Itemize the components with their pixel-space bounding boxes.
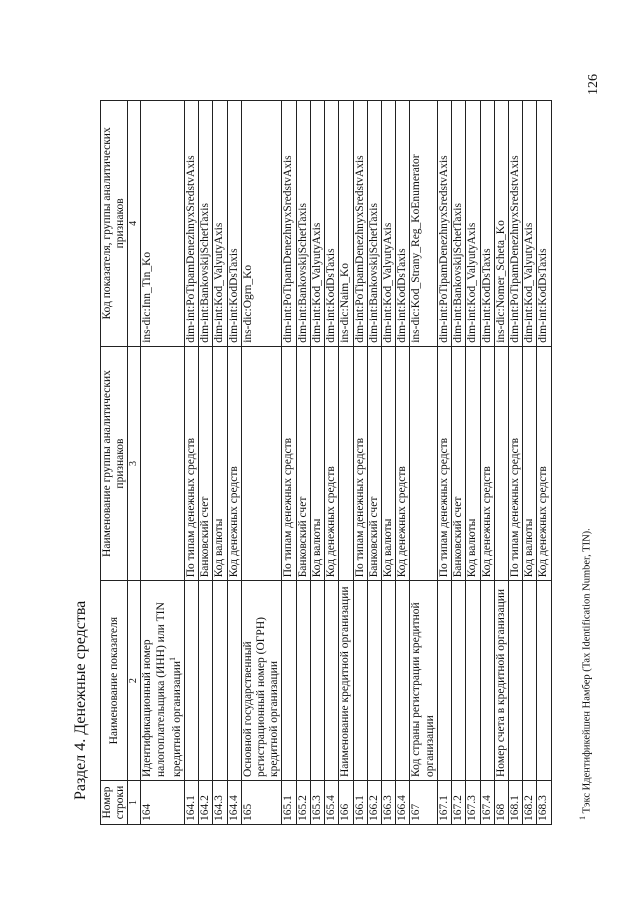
- code-cell: [227, 101, 241, 347]
- indicator-name-cell: [452, 581, 466, 781]
- table-row: [367, 101, 381, 825]
- group-name-cell-text: По типам денежных средств: [437, 437, 450, 578]
- code-cell: [199, 101, 213, 347]
- header-code: Код показателя, группы аналитических признаков: [101, 101, 128, 347]
- row-number-cell-text: 164.1: [184, 795, 197, 821]
- code-cell: [480, 101, 494, 347]
- row-number-cell-text: 165.1: [282, 795, 295, 821]
- code-cell-text: ins-dic:Naim_Ko: [339, 262, 352, 343]
- indicator-name-cell-text: Основной государственный регистрационный номер (ОГРН) кредитной организации: [241, 617, 281, 778]
- row-number-cell-text: 168: [494, 803, 507, 821]
- group-name-cell: [523, 346, 537, 581]
- table-row: [310, 101, 324, 825]
- indicator-name-cell-text: Номер счета в кредитной организации: [494, 588, 507, 778]
- group-name-cell-text: Банковский счет: [452, 496, 465, 578]
- row-number-cell: [184, 781, 198, 825]
- group-name-cell: [452, 346, 466, 581]
- table-row: [141, 101, 184, 825]
- row-number-cell-text: 165.4: [325, 795, 338, 821]
- row-number-cell: [494, 781, 508, 825]
- table-row: [199, 101, 213, 825]
- indicator-name-cell-text: Код страны регистрации кредитной организации: [410, 602, 436, 778]
- column-number: 2: [128, 581, 141, 781]
- table-header-row: [101, 101, 128, 825]
- indicator-name-cell: [396, 581, 410, 781]
- code-cell: [523, 101, 537, 347]
- code-cell-text: dim-int:Kod_ValyutyAxis: [466, 222, 479, 343]
- code-cell-text: dim-int:KodDsTaxis: [325, 248, 338, 343]
- code-cell-text: dim-int:KodDsTaxis: [480, 248, 493, 343]
- row-number-cell: [241, 781, 282, 825]
- row-number-cell: [508, 781, 522, 825]
- table-body: [141, 101, 551, 825]
- code-cell: [396, 101, 410, 347]
- row-number-cell: [381, 781, 395, 825]
- table-row: [466, 101, 480, 825]
- code-cell-text: dim-int:BankovskijSchetTaxis: [367, 203, 380, 343]
- group-name-cell-text: Код валюты: [523, 518, 536, 578]
- indicator-name-cell-text: Идентификационный номер налогоплательщика (ИНН) или TIN кредитной организации: [141, 602, 183, 778]
- row-number-cell-text: 166: [339, 803, 352, 821]
- code-cell: [184, 101, 198, 347]
- row-number-cell: [325, 781, 339, 825]
- row-number-cell: [353, 781, 367, 825]
- group-name-cell: [437, 346, 451, 581]
- table-row: [523, 101, 537, 825]
- group-name-cell: [537, 346, 551, 581]
- indicator-name-cell: [213, 581, 227, 781]
- code-cell: [537, 101, 551, 347]
- code-cell: [508, 101, 522, 347]
- group-name-cell: [367, 346, 381, 581]
- section-title: Раздел 4. Денежные средства: [72, 600, 89, 800]
- indicator-name-cell: [508, 581, 522, 781]
- row-number-cell-text: 166.1: [353, 795, 366, 821]
- indicator-name-cell: [353, 581, 367, 781]
- row-number-cell-text: 166.3: [381, 795, 394, 821]
- footnote-text: Тэкс Идентификейшен Намбер (Tax Identification Number, TIN).: [581, 528, 593, 814]
- code-cell: [339, 101, 353, 347]
- column-number: 1: [128, 781, 141, 825]
- code-cell: [296, 101, 310, 347]
- indicator-name-cell: [466, 581, 480, 781]
- row-number-cell: [537, 781, 551, 825]
- row-number-cell-text: 168.2: [523, 795, 536, 821]
- group-name-cell: [296, 346, 310, 581]
- indicator-name-cell: [523, 581, 537, 781]
- table-row: [452, 101, 466, 825]
- code-cell-text: dim-int:Kod_ValyutyAxis: [310, 222, 323, 343]
- group-name-cell: [184, 346, 198, 581]
- indicator-name-cell: [282, 581, 296, 781]
- row-number-cell: [213, 781, 227, 825]
- group-name-cell-text: Код денежных средств: [537, 466, 550, 578]
- code-cell: [141, 101, 184, 347]
- indicator-name-cell: [310, 581, 324, 781]
- group-name-cell: [396, 346, 410, 581]
- table-row: [508, 101, 522, 825]
- indicator-name-cell: [480, 581, 494, 781]
- code-cell-text: dim-int:PoTipamDenezhnyxSredstvAxis: [282, 155, 295, 343]
- row-number-cell-text: 165: [241, 803, 254, 821]
- indicator-table: [100, 100, 552, 825]
- indicator-name-cell: [381, 581, 395, 781]
- group-name-cell: [227, 346, 241, 581]
- indicator-name-cell-text: Наименование кредитной организации: [339, 586, 352, 778]
- indicator-name-cell: [339, 581, 353, 781]
- row-number-cell-text: 167.3: [466, 795, 479, 821]
- table-row: [282, 101, 296, 825]
- group-name-cell-text: По типам денежных средств: [184, 437, 197, 578]
- code-cell-text: dim-int:BankovskijSchetTaxis: [296, 203, 309, 343]
- code-cell-text: dim-int:PoTipamDenezhnyxSredstvAxis: [437, 155, 450, 343]
- table-row: [353, 101, 367, 825]
- code-cell: [437, 101, 451, 347]
- row-number-cell-text: 166.2: [367, 795, 380, 821]
- group-name-cell: [310, 346, 324, 581]
- code-cell-text: dim-int:PoTipamDenezhnyxSredstvAxis: [508, 155, 521, 343]
- group-name-cell-text: Код валюты: [213, 518, 226, 578]
- header-indicator-name: Наименование показателя: [101, 581, 128, 781]
- row-number-cell: [310, 781, 324, 825]
- row-number-cell-text: 164.2: [199, 795, 212, 821]
- row-number-cell: [296, 781, 310, 825]
- row-number-cell: [339, 781, 353, 825]
- row-number-cell-text: 165.2: [296, 795, 309, 821]
- group-name-cell: [508, 346, 522, 581]
- code-cell-text: dim-int:Kod_ValyutyAxis: [381, 222, 394, 343]
- group-name-cell-text: Код денежных средств: [227, 466, 240, 578]
- indicator-name-cell: [296, 581, 310, 781]
- row-number-cell: [452, 781, 466, 825]
- indicator-name-cell: [227, 581, 241, 781]
- page-number: 126: [586, 74, 601, 95]
- row-number-cell: [480, 781, 494, 825]
- row-number-cell: [141, 781, 184, 825]
- code-cell: [213, 101, 227, 347]
- code-cell: [310, 101, 324, 347]
- code-cell-text: ins-dic:Kod_Strany_Reg_KoEnumerator: [410, 154, 423, 343]
- group-name-cell: [213, 346, 227, 581]
- row-number-cell: [396, 781, 410, 825]
- group-name-cell-text: Код денежных средств: [396, 466, 409, 578]
- table-row: [296, 101, 310, 825]
- indicator-name-cell: [437, 581, 451, 781]
- table-row: [494, 101, 508, 825]
- group-name-cell-text: Код денежных средств: [480, 466, 493, 578]
- row-number-cell: [466, 781, 480, 825]
- code-cell: [410, 101, 437, 347]
- row-number-cell: [367, 781, 381, 825]
- code-cell-text: dim-int:KodDsTaxis: [227, 248, 240, 343]
- indicator-name-cell: [325, 581, 339, 781]
- row-number-cell-text: 164.4: [227, 795, 240, 821]
- footnote-mark: 1: [578, 816, 587, 820]
- group-name-cell: [339, 346, 353, 581]
- column-number: 4: [128, 101, 141, 347]
- table-row: [339, 101, 353, 825]
- indicator-name-cell: [199, 581, 213, 781]
- table-row: [410, 101, 437, 825]
- table-row: [480, 101, 494, 825]
- code-cell-text: ins-dic:Ogrn_Ko: [241, 264, 254, 343]
- row-number-cell: [410, 781, 437, 825]
- group-name-cell: [410, 346, 437, 581]
- column-number: 3: [128, 346, 141, 581]
- code-cell-text: dim-int:PoTipamDenezhnyxSredstvAxis: [353, 155, 366, 343]
- row-number-cell-text: 166.4: [396, 795, 409, 821]
- group-name-cell-text: Код денежных средств: [325, 466, 338, 578]
- code-cell-text: dim-int:KodDsTaxis: [396, 248, 409, 343]
- header-row-number: Номер строки: [101, 781, 128, 825]
- row-number-cell: [227, 781, 241, 825]
- row-number-cell-text: 167.4: [480, 795, 493, 821]
- group-name-cell: [241, 346, 282, 581]
- code-cell-text: ins-dic:Inn_Tin_Ko: [141, 251, 154, 343]
- group-name-cell: [381, 346, 395, 581]
- group-name-cell: [141, 346, 184, 581]
- table-row: [325, 101, 339, 825]
- code-cell-text: dim-int:Kod_ValyutyAxis: [213, 222, 226, 343]
- group-name-cell-text: Банковский счет: [296, 496, 309, 578]
- code-cell-text: dim-int:PoTipamDenezhnyxSredstvAxis: [184, 155, 197, 343]
- group-name-cell-text: Код валюты: [466, 518, 479, 578]
- table-row: [241, 101, 282, 825]
- indicator-name-cell: [184, 581, 198, 781]
- row-number-cell-text: 165.3: [310, 795, 323, 821]
- table-row: [437, 101, 451, 825]
- table-row: [381, 101, 395, 825]
- group-name-cell: [325, 346, 339, 581]
- group-name-cell: [466, 346, 480, 581]
- group-name-cell: [480, 346, 494, 581]
- row-number-cell-text: 168.1: [508, 795, 521, 821]
- footnote-reference: 1: [167, 657, 177, 662]
- code-cell-text: dim-int:KodDsTaxis: [537, 248, 550, 343]
- footnote: [578, 528, 593, 820]
- row-number-cell: [523, 781, 537, 825]
- code-cell: [282, 101, 296, 347]
- code-cell: [466, 101, 480, 347]
- row-number-cell-text: 167.2: [452, 795, 465, 821]
- code-cell: [241, 101, 282, 347]
- header-group-name: Наименование группы аналитических признаков: [101, 346, 128, 581]
- indicator-name-cell: [367, 581, 381, 781]
- indicator-name-cell: [141, 581, 184, 781]
- group-name-cell-text: Код валюты: [310, 518, 323, 578]
- code-cell: [325, 101, 339, 347]
- row-number-cell: [437, 781, 451, 825]
- group-name-cell-text: Код валюты: [381, 518, 394, 578]
- row-number-cell-text: 164.3: [213, 795, 226, 821]
- table-row: [184, 101, 198, 825]
- table-row: [396, 101, 410, 825]
- group-name-cell: [199, 346, 213, 581]
- indicator-name-cell: [410, 581, 437, 781]
- group-name-cell-text: По типам денежных средств: [353, 437, 366, 578]
- code-cell-text: dim-int:BankovskijSchetTaxis: [452, 203, 465, 343]
- code-cell: [452, 101, 466, 347]
- table-row: [213, 101, 227, 825]
- row-number-cell-text: 168.3: [537, 795, 550, 821]
- group-name-cell-text: По типам денежных средств: [282, 437, 295, 578]
- indicator-name-cell: [494, 581, 508, 781]
- group-name-cell: [494, 346, 508, 581]
- code-cell: [353, 101, 367, 347]
- table-row: [227, 101, 241, 825]
- column-number-row: [128, 101, 141, 825]
- row-number-cell-text: 164: [141, 803, 154, 821]
- group-name-cell-text: По типам денежных средств: [508, 437, 521, 578]
- row-number-cell: [199, 781, 213, 825]
- code-cell: [381, 101, 395, 347]
- indicator-name-cell: [537, 581, 551, 781]
- code-cell-text: dim-int:Kod_ValyutyAxis: [523, 222, 536, 343]
- row-number-cell: [282, 781, 296, 825]
- code-cell: [367, 101, 381, 347]
- group-name-cell: [282, 346, 296, 581]
- group-name-cell-text: Банковский счет: [199, 496, 212, 578]
- table-row: [537, 101, 551, 825]
- row-number-cell-text: 167: [410, 803, 423, 821]
- row-number-cell-text: 167.1: [437, 795, 450, 821]
- group-name-cell-text: Банковский счет: [367, 496, 380, 578]
- code-cell: [494, 101, 508, 347]
- code-cell-text: ins-dic:Nomer_Scheta_Ko: [494, 220, 507, 343]
- code-cell-text: dim-int:BankovskijSchetTaxis: [199, 203, 212, 343]
- indicator-name-cell: [241, 581, 282, 781]
- group-name-cell: [353, 346, 367, 581]
